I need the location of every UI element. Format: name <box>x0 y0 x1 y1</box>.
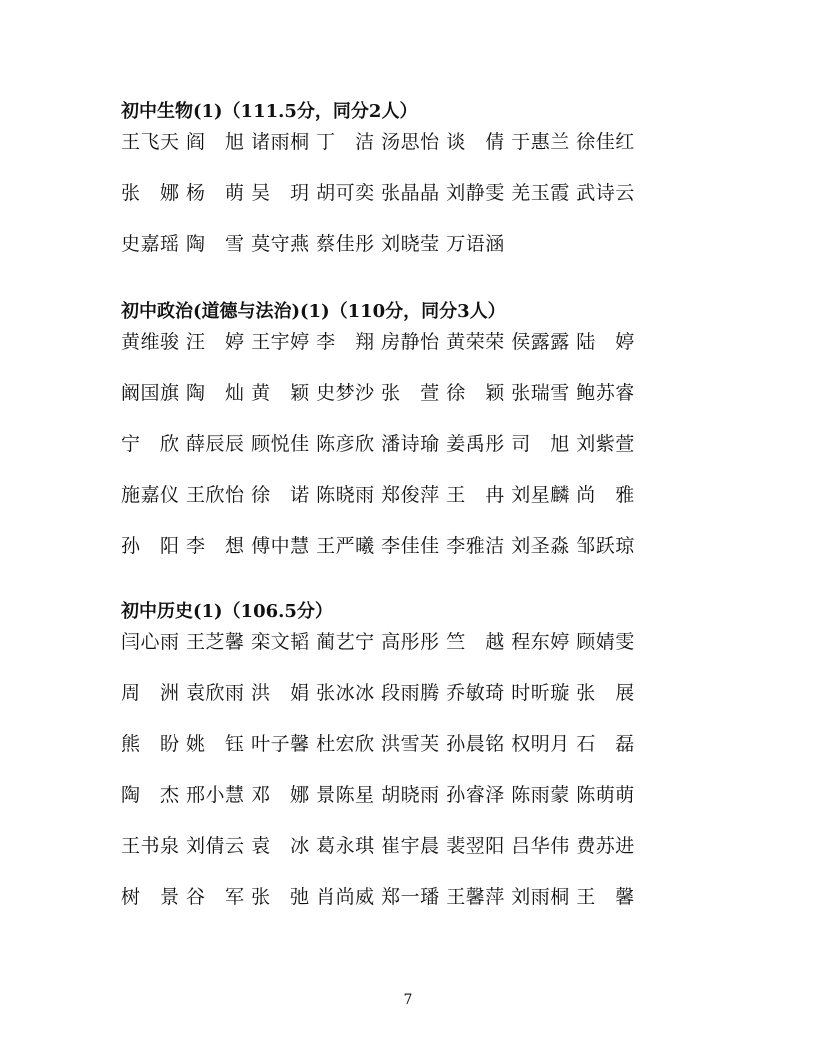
section-title: 初中生物(1)（111.5分，同分2人） <box>121 101 418 122</box>
names-line: 闫心雨 王芝馨 栾文韬 蔺艺宁 高彤彤 竺 越 程东婷 顾婧雯 <box>121 631 635 653</box>
names-line: 史嘉瑶 陶 雪 莫守燕 蔡佳彤 刘晓莹 万语涵 <box>121 233 505 255</box>
section-biology <box>121 97 681 280</box>
names-line: 树 景 谷 军 张 弛 肖尚威 郑一璠 王馨萍 刘雨桐 王 馨 <box>121 886 635 908</box>
names-line: 施嘉仪 王欣怡 徐 诺 陈晓雨 郑俊萍 王 冉 刘星麟 尚 雅 <box>121 484 635 506</box>
names-line: 陶 杰 邢小慧 邓 娜 景陈星 胡晓雨 孙睿泽 陈雨蒙 陈萌萌 <box>121 784 635 806</box>
names-line: 周 洲 袁欣雨 洪 娟 张冰冰 段雨腾 乔敏琦 时昕璇 张 展 <box>121 682 635 704</box>
names-line: 王书泉 刘倩云 袁 冰 葛永琪 崔宇晨 裴翌阳 吕华伟 费苏进 <box>121 835 635 857</box>
names-line: 张 娜 杨 萌 吴 玥 胡可奕 张晶晶 刘静雯 羌玉霞 武诗云 <box>121 182 635 204</box>
names-line: 熊 盼 姚 钰 叶子馨 杜宏欣 洪雪芙 孙晨铭 权明月 石 磊 <box>121 733 635 755</box>
names-line: 黄维骏 汪 婷 王宇婷 李 翔 房静怡 黄荣荣 侯露露 陆 婷 <box>121 331 635 353</box>
section-title: 初中政治(道德与法治)(1)（110分，同分3人） <box>121 301 506 322</box>
section-politics <box>121 297 681 582</box>
names-line: 王飞天 阎 旭 诸雨桐 丁 洁 汤思怡 谈 倩 于惠兰 徐佳红 <box>121 131 635 153</box>
names-line: 宁 欣 薛辰辰 顾悦佳 陈彦欣 潘诗瑜 姜禹彤 司 旭 刘紫萱 <box>121 433 635 455</box>
names-line: 孙 阳 李 想 傅中慧 王严曦 李佳佳 李雅洁 刘圣淼 邹跃琼 <box>121 535 635 557</box>
names-line: 阚国旗 陶 灿 黄 颖 史梦沙 张 萱 徐 颖 张瑞雪 鲍苏睿 <box>121 382 635 404</box>
section-history <box>121 597 681 933</box>
section-title: 初中历史(1)（106.5分） <box>121 601 333 622</box>
page-number: 7 <box>403 992 413 1008</box>
